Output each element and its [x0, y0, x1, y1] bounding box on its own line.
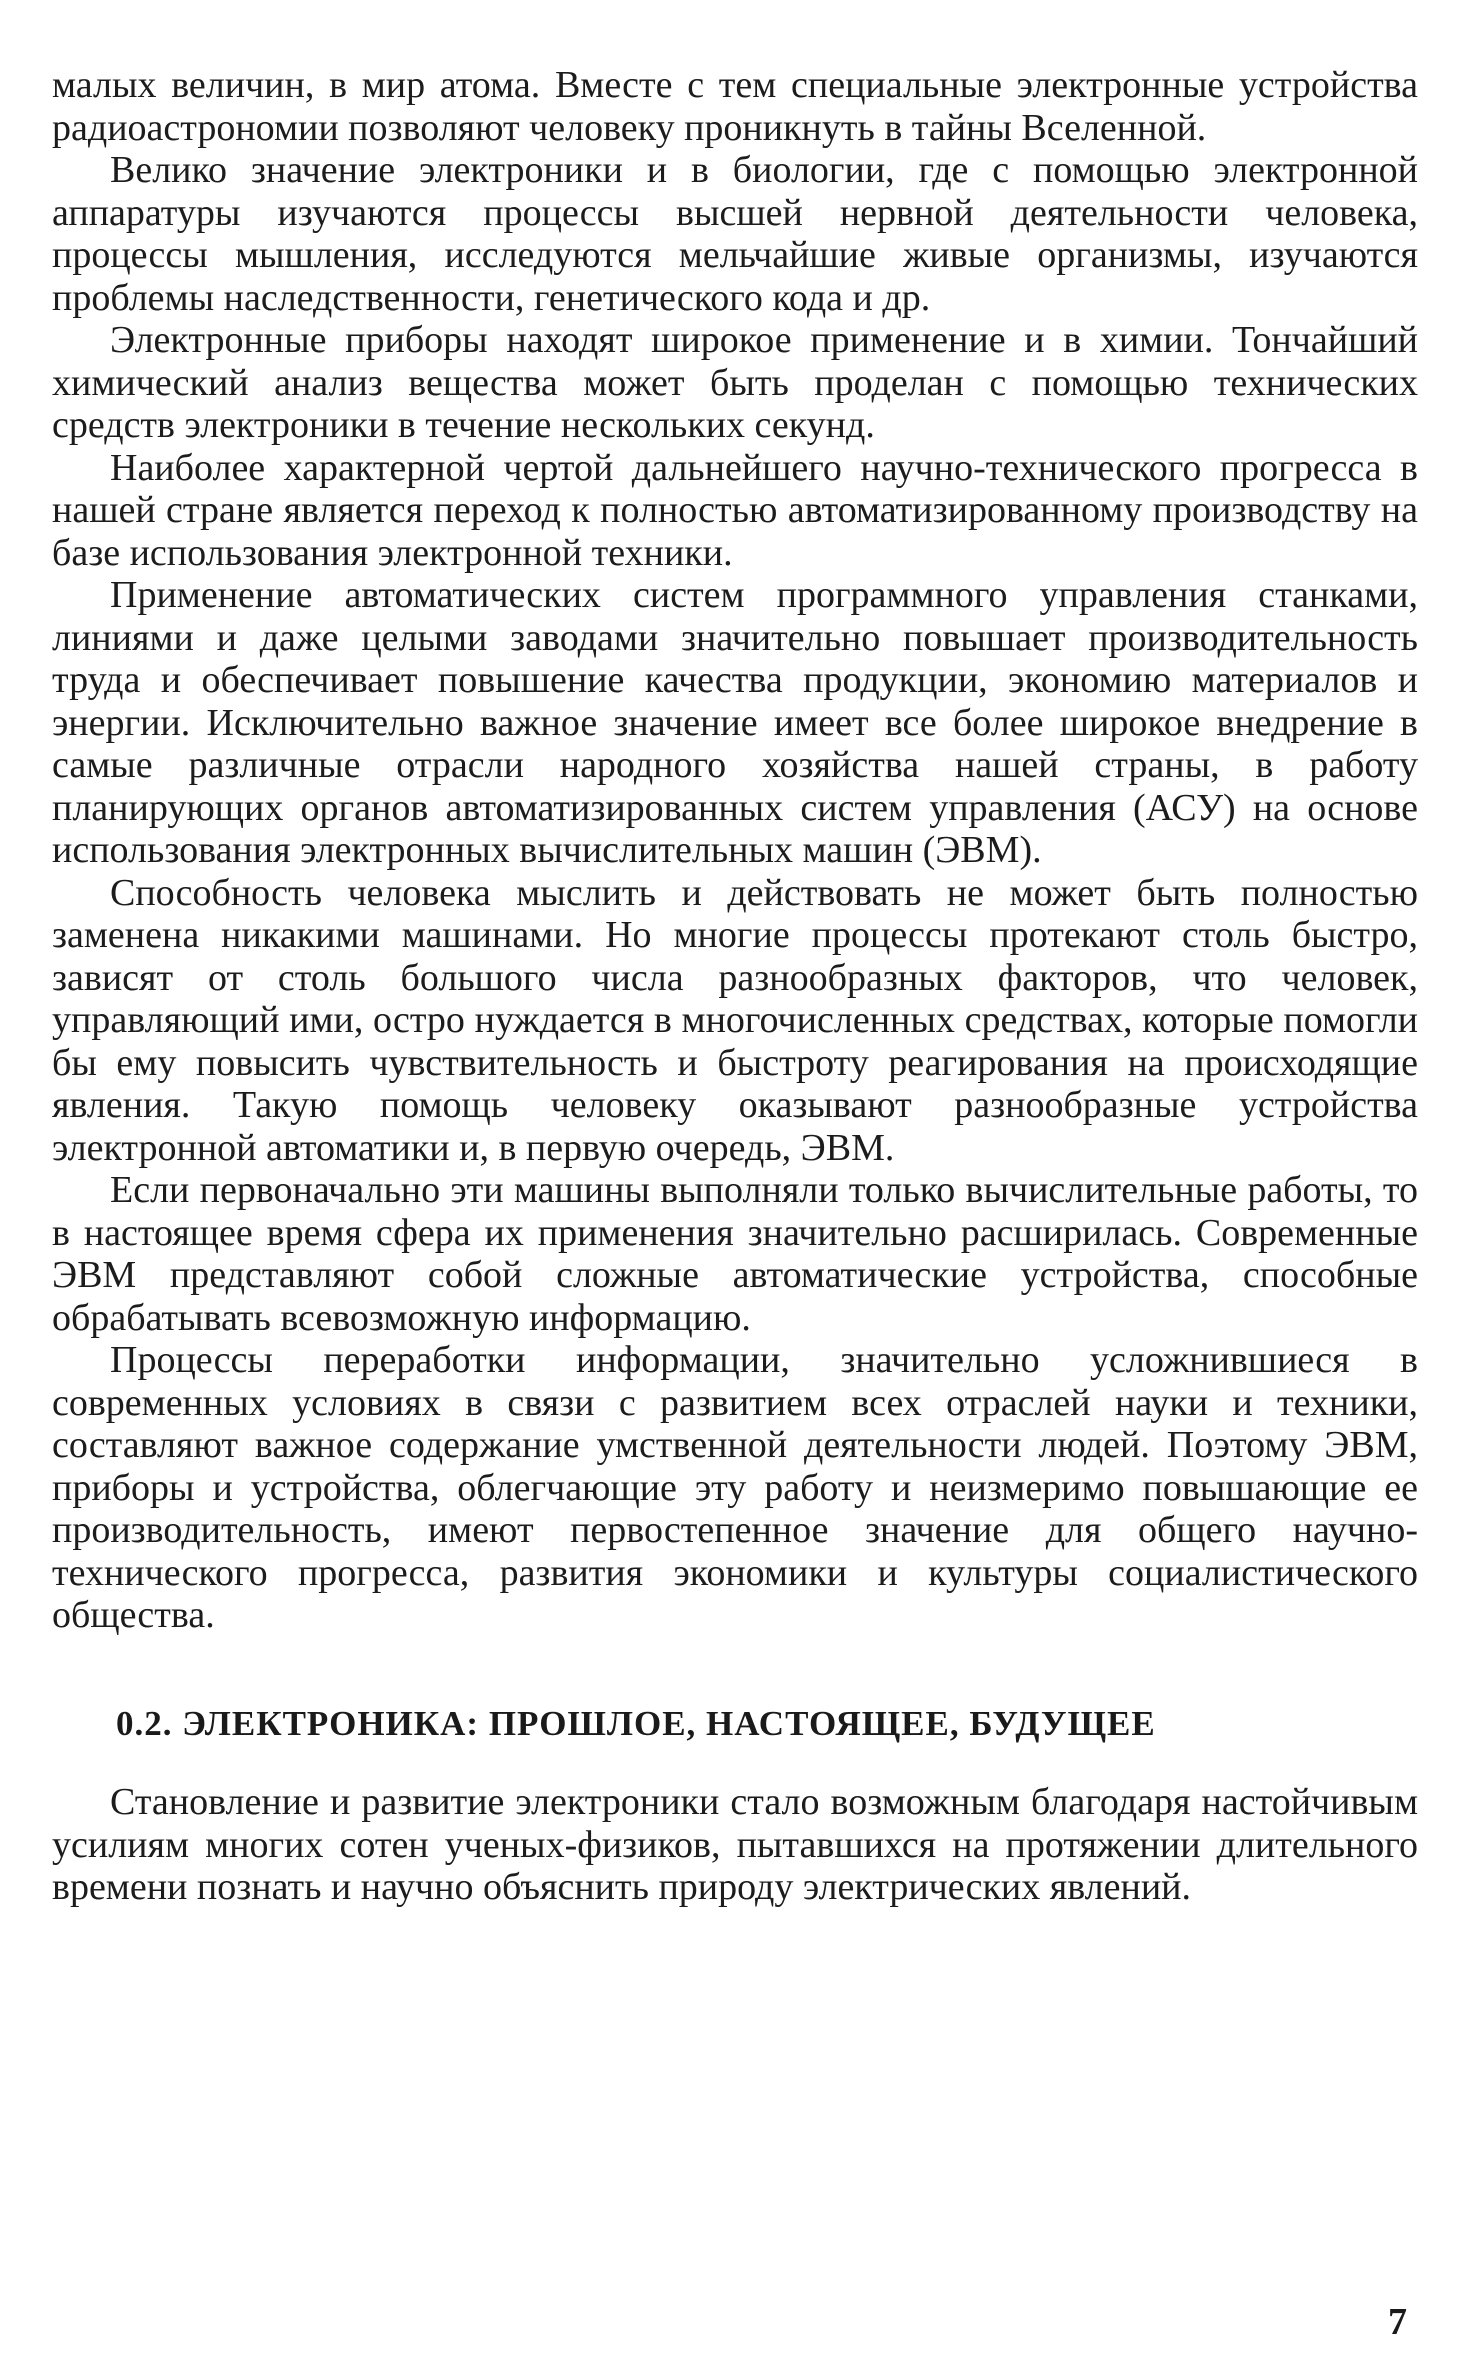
- section-heading: 0.2. ЭЛЕКТРОНИКА: ПРОШЛОЕ, НАСТОЯЩЕЕ, БУДУЩЕЕ: [116, 1703, 1156, 1743]
- book-page: [52, 64, 1418, 2334]
- paragraph-continuation: малых величин, в мир атома. Вместе с тем специальные электронные устройства радиоастрономии позволяют человеку проникнуть в тайны Вселенной.: [52, 64, 1418, 149]
- paragraph-information-processing: Процессы переработки информации, значительно усложнившиеся в современных условиях в связи с развитием всех отраслей науки и техники, составляют важное содержание умственной деятельности людей. Поэтому ЭВМ, приборы и устройства, облегчающие эту работу и неизмеримо повышающие ее производительность, имеют первостепенное значение для общего научно-технического прогресса, развития экономики и культуры социалистического общества.: [52, 1339, 1418, 1636]
- paragraph-computers: Если первоначально эти машины выполняли только вычислительные работы, то в настоящее время сфера их применения значительно расширилась. Современные ЭВМ представляют собой сложные автоматические устройства, способные обрабатывать всевозможную информацию.: [52, 1169, 1418, 1339]
- paragraph-automation: Наиболее характерной чертой дальнейшего научно-технического прогресса в нашей стране является переход к полностью автоматизированному производству на базе использования электронной техники.: [52, 446, 1418, 574]
- paragraph-chemistry: Электронные приборы находят широкое применение и в химии. Тончайший химический анализ вещества может быть проделан с помощью технических средств электроники в течение нескольких секунд.: [52, 319, 1418, 446]
- page-number: 7: [1388, 2301, 1407, 2343]
- paragraph-program-control: Применение автоматических систем программного управления станками, линиями и даже целыми заводами значительно повышает производительность труда и обеспечивает повышение качества продукции, экономию материалов и энергии. Исключительно важное значение имеет все более широкое внедрение в самые различные отрасли народного хозяйства нашей страны, в работу планирующих органов автоматизированных систем управления (АСУ) на основе использования электронных вычислительных машин (ЭВМ).: [52, 574, 1418, 871]
- paragraph-section-intro: Становление и развитие электроники стало возможным благодаря настойчивым усилиям многих сотен ученых-физиков, пытавшихся на протяжении длительного времени познать и научно объяснить природу электрических явлений.: [52, 1781, 1418, 1908]
- paragraph-biology: Велико значение электроники и в биологии, где с помощью электронной аппаратуры изучаются процессы высшей нервной деятельности человека, процессы мышления, исследуются мельчайшие живые организмы, изучаются проблемы наследственности, генетического кода и др.: [52, 149, 1418, 319]
- paragraph-human-ability: Способность человека мыслить и действовать не может быть полностью заменена никакими машинами. Но многие процессы протекают столь быстро, зависят от столь большого числа разнообразных факторов, что человек, управляющий ими, остро нуждается в многочисленных средствах, которые помогли бы ему повысить чувствительность и быстроту реагирования на происходящие явления. Такую помощь человеку оказывают разнообразные устройства электронной автоматики и, в первую очередь, ЭВМ.: [52, 871, 1418, 1169]
